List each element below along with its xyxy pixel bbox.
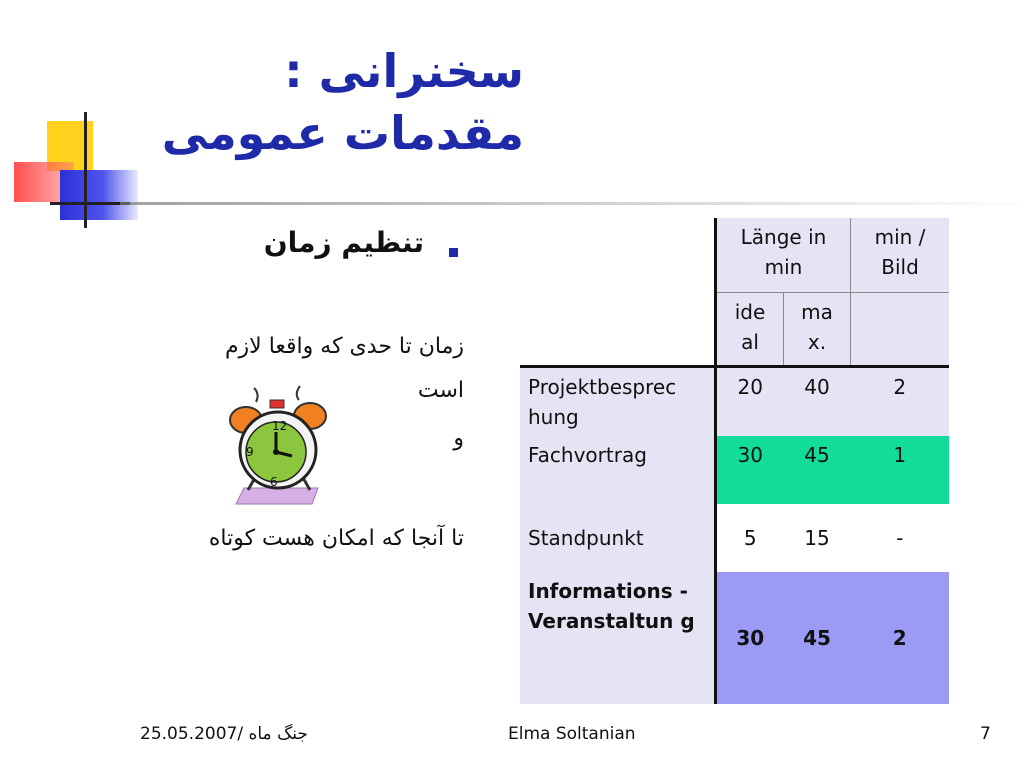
row-max: 45 bbox=[784, 572, 851, 704]
body-line-4: تا آنجا که امکان هست کوتاه bbox=[208, 526, 464, 551]
bullet-heading: تنظیم زمان bbox=[263, 226, 424, 259]
bullet-square-icon bbox=[449, 248, 458, 257]
decor-blue-square bbox=[60, 170, 138, 220]
row-max: 40 bbox=[804, 374, 830, 399]
row-ideal: 5 bbox=[716, 504, 784, 572]
header-empty-cell-2 bbox=[520, 292, 716, 366]
body-line-2: است bbox=[417, 378, 464, 403]
row-ideal: 30 bbox=[716, 436, 784, 504]
header-ideal: ide al bbox=[716, 292, 784, 366]
alarm-clock-icon bbox=[226, 380, 336, 510]
row-label: Informations - Veranstaltun g bbox=[520, 572, 716, 704]
table-header-row-1 bbox=[520, 218, 949, 292]
row-max: 45 bbox=[784, 436, 851, 504]
slide-title: سخنرانی : مقدمات عمومی bbox=[161, 44, 524, 160]
clock-number-6: 6 bbox=[270, 475, 278, 489]
table-row bbox=[520, 436, 949, 504]
title-underline bbox=[120, 202, 1020, 205]
row-per-slide: 2 bbox=[893, 374, 907, 399]
decor-vertical-line bbox=[84, 112, 87, 228]
row-label: Fachvortrag bbox=[520, 436, 716, 504]
decor-horizontal-line bbox=[50, 202, 130, 205]
timing-table bbox=[520, 218, 949, 704]
header-min-per-slide: min / Bild bbox=[851, 218, 950, 292]
row-label: Standpunkt bbox=[520, 504, 716, 572]
row-per-slide: - bbox=[851, 504, 950, 572]
footer-date: جنگ ماه /25.05.2007 bbox=[140, 724, 308, 744]
header-empty-cell bbox=[520, 218, 716, 292]
footer-page-number: 7 bbox=[980, 724, 991, 744]
table-row bbox=[520, 572, 949, 704]
row-ideal: 20 bbox=[716, 366, 784, 436]
row-label: Projektbesprec hung bbox=[528, 374, 677, 429]
header-empty-cell-3 bbox=[851, 292, 950, 366]
header-max: ma x. bbox=[784, 292, 851, 366]
header-length-in-min: Länge in min bbox=[716, 218, 851, 292]
body-line-1: زمان تا حدی که واقعا لازم bbox=[224, 334, 464, 359]
table-header-row-2 bbox=[520, 292, 949, 366]
row-per-slide: 1 bbox=[851, 436, 950, 504]
clock-number-9: 9 bbox=[246, 445, 254, 459]
table-row bbox=[520, 504, 949, 572]
row-per-slide: 2 bbox=[851, 572, 950, 704]
clock-number-12: 12 bbox=[272, 419, 288, 433]
row-ideal: 30 bbox=[716, 572, 784, 704]
body-line-3: و bbox=[453, 426, 464, 451]
footer-author: Elma Soltanian bbox=[508, 724, 636, 744]
row-max: 15 bbox=[784, 504, 851, 572]
table-row bbox=[520, 366, 949, 436]
